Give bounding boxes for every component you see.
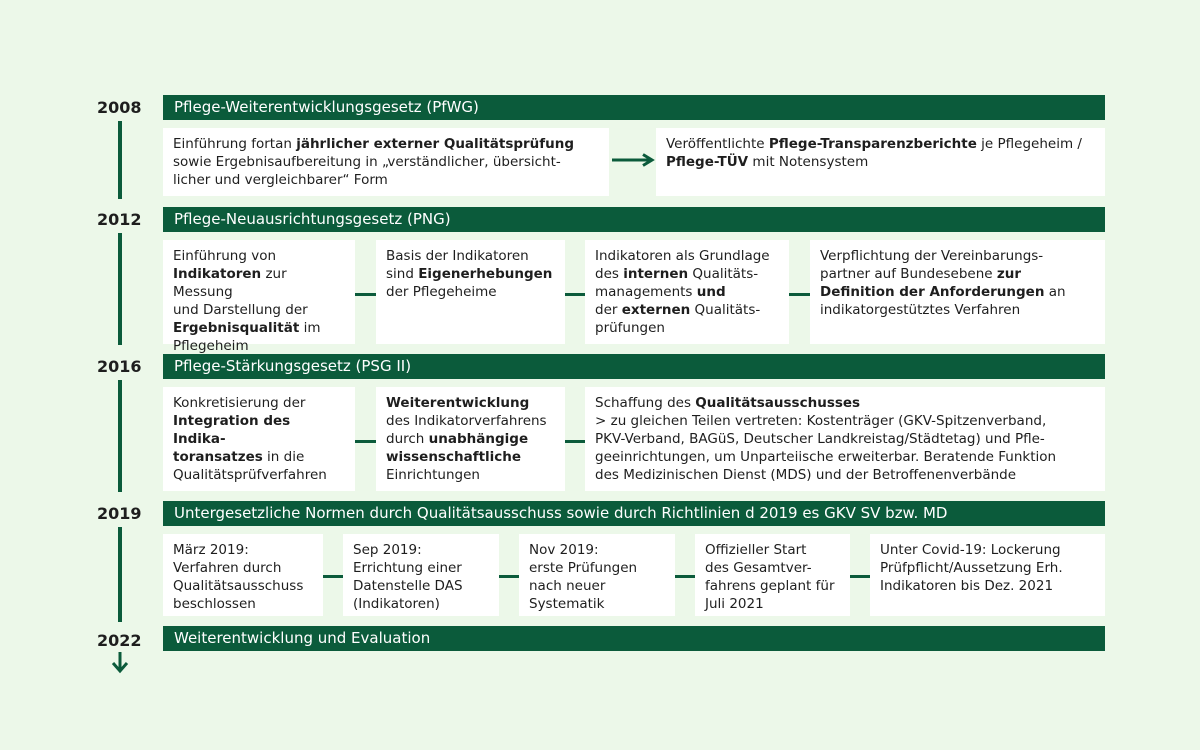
body-text: Unter Covid-19: Lockerung Prüfpflicht/Aussetzung Erh. Indikatoren bis Dez. 2021 [880, 542, 1063, 594]
info-box [376, 240, 565, 344]
year-2016: 2016 [97, 357, 142, 376]
body-text: der Pflegeheime [386, 284, 497, 300]
emphasis-text: Pflege-Transparenzberichte [768, 136, 977, 152]
info-box [519, 534, 675, 616]
emphasis-text: Integration des Indika- toransatzes [173, 413, 291, 465]
connector [565, 440, 585, 443]
body-text: Nov 2019: erste Prüfungen nach neuer Systematik [529, 542, 638, 612]
info-box [163, 128, 609, 196]
body-text: an indikatorgestütztes Verfahren [820, 284, 1066, 318]
body-text: Basis der Indikatoren sind [386, 248, 529, 282]
emphasis-text: Weiterentwicklung [386, 395, 530, 411]
body-text: sowie Ergebnisaufbereitung in „verständlicher, übersicht- licher und vergleichbarer“ Form [173, 154, 561, 188]
body-text: Offizieller Start des Gesamtver- fahrens geplant für Juli 2021 [705, 542, 835, 612]
section-title-2019: Untergesetzliche Normen durch Qualitätsausschuss sowie durch Richtlinien d 2019 es GKV SV bzw. MD [163, 501, 1105, 526]
body-text: im Pflegeheim [173, 320, 321, 354]
emphasis-text: Indikatoren [173, 266, 262, 282]
body-text: in die Qualitätsprüfverfahren [173, 449, 327, 483]
emphasis-text: internen [623, 266, 689, 282]
body-text: Einführung von [173, 248, 277, 264]
info-box [585, 240, 789, 344]
connector [850, 575, 870, 578]
body-text: Einrichtungen [386, 467, 480, 483]
connector [565, 293, 585, 296]
info-box [810, 240, 1105, 344]
emphasis-text: externen [621, 302, 691, 318]
body-text: Qualitäts- managements [595, 266, 759, 300]
info-box [163, 387, 355, 491]
timeline-line [118, 121, 122, 199]
year-2022: 2022 [97, 631, 142, 650]
connector [675, 575, 695, 578]
body-text: Sep 2019: Errichtung einer Datenstelle DAS (Indikatoren) [353, 542, 463, 612]
emphasis-text: Qualitätsausschusses [695, 395, 861, 411]
info-box [695, 534, 850, 616]
body-text: Indikatoren als Grundlage des [595, 248, 770, 282]
body-text: Qualitäts- prüfungen [595, 302, 761, 336]
body-text: des Indikatorverfahrens durch [386, 413, 547, 447]
section-title-2016: Pflege-Stärkungsgesetz (PSG II) [163, 354, 1105, 379]
connector [355, 293, 376, 296]
info-box [163, 240, 355, 354]
arrow-right-icon [612, 153, 658, 167]
year-2019: 2019 [97, 504, 142, 523]
body-text: März 2019: Verfahren durch Qualitätsausschuss beschlossen [173, 542, 304, 612]
body-text: Konkretisierung der [173, 395, 306, 411]
emphasis-text: Ergebnisqualität [173, 320, 300, 336]
connector [355, 440, 376, 443]
body-text: zur Messung und Darstellung der [173, 266, 308, 318]
body-text: der [595, 302, 622, 318]
body-text: Schaffung des [595, 395, 696, 411]
emphasis-text: unabhängige wissenschaftliche [386, 431, 529, 465]
info-box [585, 387, 1105, 491]
timeline-line [118, 380, 122, 492]
section-title-2008: Pflege-Weiterentwicklungsgesetz (PfWG) [163, 95, 1105, 120]
body-text: Verpflichtung der Vereinbarungs- partner auf Bundesebene [820, 248, 1044, 282]
body-text: Veröffentlichte [666, 136, 769, 152]
info-box [376, 387, 565, 491]
info-box [343, 534, 499, 616]
emphasis-text: und [696, 284, 726, 300]
section-title-2022: Weiterentwicklung und Evaluation [163, 626, 1105, 651]
emphasis-text: zur Definition der Anforderungen [820, 266, 1045, 300]
connector [499, 575, 519, 578]
connector [789, 293, 810, 296]
body-text: mit Notensystem [748, 154, 869, 170]
body-text: > zu gleichen Teilen vertreten: Kostenträger (GKV-Spitzenverband, PKV-Verband, BAGüS, Deutscher Landkreistag/Städtetag) und Pfle- geeinrichtungen, um Unparteiische erweiterbar. Beratende Funktion des Medizinischen Dienst (MDS) und der Betroffenenverbände [595, 413, 1057, 483]
emphasis-text: jährlicher externer Qualitätsprüfung [296, 136, 575, 152]
connector [323, 575, 343, 578]
info-box [656, 128, 1105, 196]
info-box [870, 534, 1105, 616]
year-2008: 2008 [97, 98, 142, 117]
body-text: je Pflegeheim / [976, 136, 1082, 152]
section-title-2012: Pflege-Neuausrichtungsgesetz (PNG) [163, 207, 1105, 232]
info-box [163, 534, 323, 616]
emphasis-text: Pflege-TÜV [666, 154, 749, 170]
arrow-down-icon [110, 652, 130, 674]
year-2012: 2012 [97, 210, 142, 229]
timeline-line [118, 527, 122, 622]
timeline-line [118, 233, 122, 345]
emphasis-text: Eigenerhebungen [418, 266, 553, 282]
body-text: Einführung fortan [173, 136, 297, 152]
